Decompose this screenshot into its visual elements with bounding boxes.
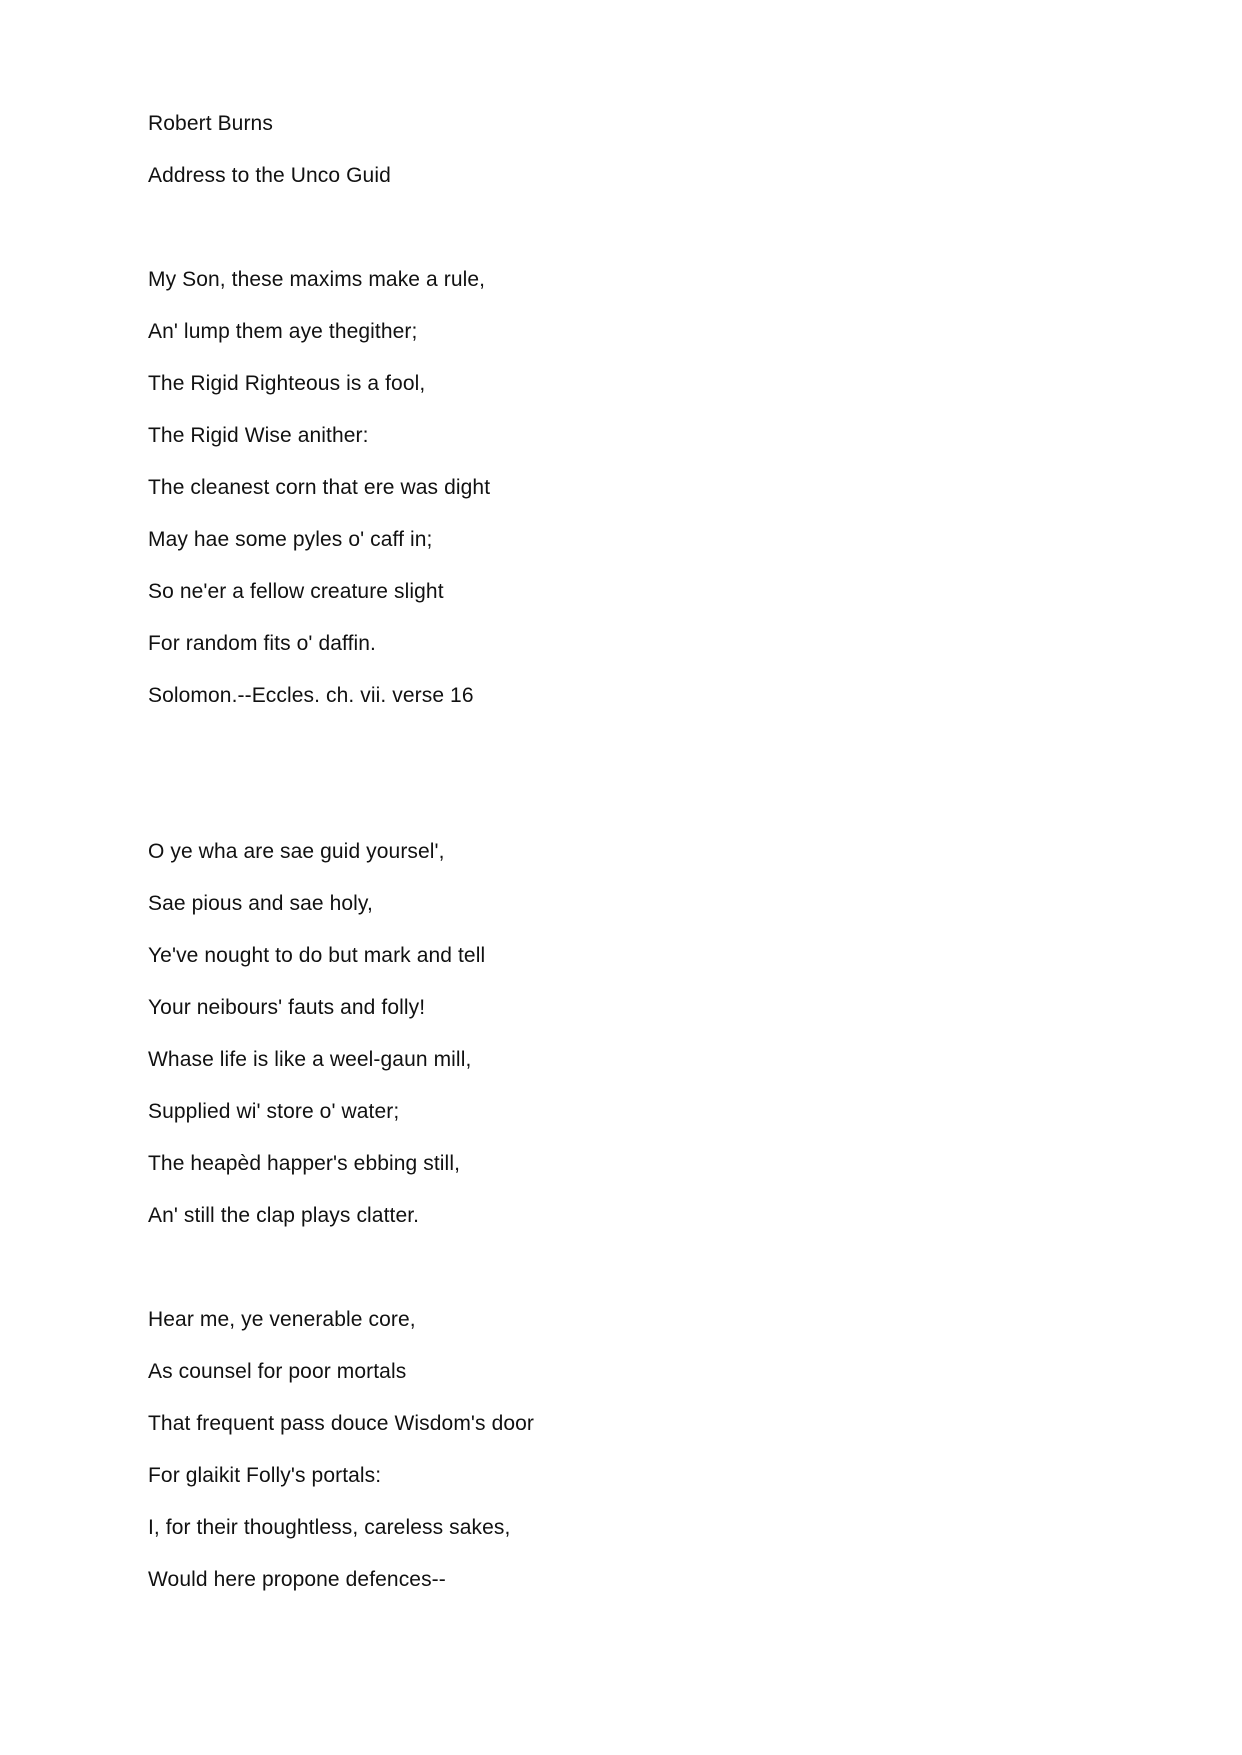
stanza-line: As counsel for poor mortals xyxy=(148,1360,407,1383)
stanza-line: For glaikit Folly's portals: xyxy=(148,1464,382,1487)
epigraph-line: For random fits o' daffin. xyxy=(148,632,376,655)
epigraph-line: My Son, these maxims make a rule, xyxy=(148,268,486,291)
epigraph-line: The Rigid Righteous is a fool, xyxy=(148,372,426,395)
stanza-line: Ye've nought to do but mark and tell xyxy=(148,944,486,967)
epigraph-line: So ne'er a fellow creature slight xyxy=(148,580,444,603)
epigraph-source: Solomon.--Eccles. ch. vii. verse 16 xyxy=(148,684,474,707)
epigraph-line: The Rigid Wise anither: xyxy=(148,424,369,447)
author-name: Robert Burns xyxy=(148,112,273,135)
epigraph-line: An' lump them aye thegither; xyxy=(148,320,418,343)
epigraph-line: The cleanest corn that ere was dight xyxy=(148,476,491,499)
stanza-line: Hear me, ye venerable core, xyxy=(148,1308,416,1331)
stanza-line: That frequent pass douce Wisdom's door xyxy=(148,1412,535,1435)
stanza-line: O ye wha are sae guid yoursel', xyxy=(148,840,445,863)
epigraph-line: May hae some pyles o' caff in; xyxy=(148,528,433,551)
poem-title: Address to the Unco Guid xyxy=(148,164,391,187)
stanza-line: I, for their thoughtless, careless sakes, xyxy=(148,1516,511,1539)
stanza-line: An' still the clap plays clatter. xyxy=(148,1204,420,1227)
stanza-line: Your neibours' fauts and folly! xyxy=(148,996,426,1019)
stanza-line: Supplied wi' store o' water; xyxy=(148,1100,400,1123)
stanza-line: The heapèd happer's ebbing still, xyxy=(148,1152,461,1175)
stanza-line: Sae pious and sae holy, xyxy=(148,892,373,915)
stanza-line: Whase life is like a weel-gaun mill, xyxy=(148,1048,472,1071)
stanza-line: Would here propone defences-- xyxy=(148,1568,446,1591)
